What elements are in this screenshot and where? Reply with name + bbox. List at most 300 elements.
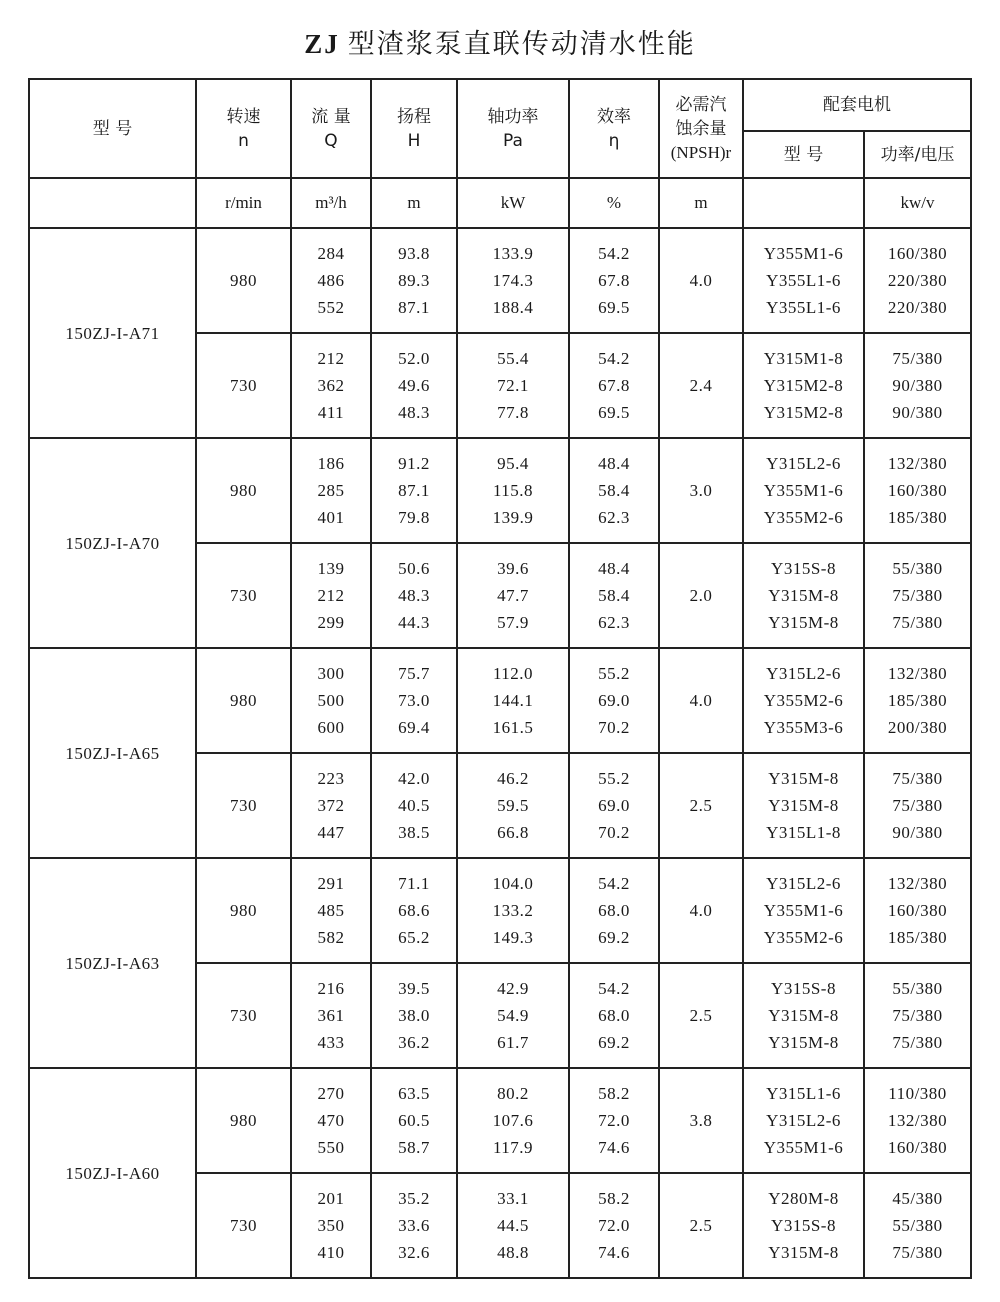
efficiency-cell-value: 54.2 xyxy=(598,874,630,893)
motor-model-cell-value: Y355M1-6 xyxy=(763,1138,844,1157)
header-efficiency-label: 效率 xyxy=(597,106,631,127)
motor-model-cell-value: Y355M3-6 xyxy=(763,718,844,737)
npsh-cell: 3.0 xyxy=(659,438,743,543)
shaft-power-cell-value: 80.2 xyxy=(497,1084,529,1103)
head-cell-value: 60.5 xyxy=(398,1111,430,1130)
motor-power-cell-value: 132/380 xyxy=(887,1111,948,1130)
efficiency-cell-value: 54.2 xyxy=(598,244,630,263)
head-cell xyxy=(371,1173,457,1278)
speed-cell: 980 xyxy=(196,1068,291,1173)
flow-cell xyxy=(291,438,371,543)
motor-model-cell xyxy=(743,963,864,1068)
head-cell-value: 49.6 xyxy=(398,376,430,395)
efficiency-cell-value: 69.0 xyxy=(598,796,630,815)
motor-power-cell-value: 160/380 xyxy=(887,244,948,263)
table-row xyxy=(29,438,971,543)
motor-power-cell-value: 55/380 xyxy=(892,979,943,998)
table-row xyxy=(29,228,971,333)
motor-model-cell-value: Y315L2-6 xyxy=(766,1111,841,1130)
motor-power-cell xyxy=(864,1068,971,1173)
header-efficiency xyxy=(569,79,659,178)
unit-motor-power: kw/v xyxy=(864,178,971,228)
motor-model-cell-value: Y355M2-6 xyxy=(763,928,844,947)
motor-model-cell xyxy=(743,648,864,753)
header-speed-label: 转速 xyxy=(226,106,261,127)
shaft-power-cell-value: 133.2 xyxy=(492,901,534,920)
head-cell-value: 58.7 xyxy=(398,1138,430,1157)
efficiency-cell-value: 58.2 xyxy=(598,1084,630,1103)
head-cell xyxy=(371,228,457,333)
flow-cell-value: 411 xyxy=(317,403,345,422)
head-cell-value: 35.2 xyxy=(398,1189,430,1208)
efficiency-cell xyxy=(569,333,659,438)
motor-model-cell-value: Y315S-8 xyxy=(771,979,836,998)
head-cell xyxy=(371,1068,457,1173)
npsh-cell: 2.4 xyxy=(659,333,743,438)
npsh-cell: 2.5 xyxy=(659,753,743,858)
npsh-cell: 3.8 xyxy=(659,1068,743,1173)
unit-speed: r/min xyxy=(196,178,291,228)
motor-power-cell-value: 75/380 xyxy=(892,586,943,605)
unit-efficiency: % xyxy=(569,178,659,228)
head-cell-value: 87.1 xyxy=(398,298,430,317)
efficiency-cell-value: 54.2 xyxy=(598,979,630,998)
unit-flow: m³/h xyxy=(291,178,371,228)
header-model: 型 号 xyxy=(29,79,196,178)
head-cell xyxy=(371,333,457,438)
efficiency-cell-value: 58.4 xyxy=(598,481,630,500)
efficiency-cell-value: 74.6 xyxy=(598,1138,630,1157)
efficiency-cell-value: 58.2 xyxy=(598,1189,630,1208)
model-name-cell: 150ZJ-I-A60 xyxy=(29,1068,196,1278)
flow-cell xyxy=(291,1068,371,1173)
shaft-power-cell xyxy=(457,1068,569,1173)
table-row xyxy=(29,858,971,963)
flow-cell-value: 285 xyxy=(317,481,345,500)
header-shaft-power xyxy=(457,79,569,178)
motor-power-cell xyxy=(864,438,971,543)
flow-cell-value: 212 xyxy=(317,349,345,368)
shaft-power-cell-value: 46.2 xyxy=(497,769,529,788)
motor-model-cell-value: Y315M1-8 xyxy=(763,349,844,368)
efficiency-cell-value: 67.8 xyxy=(598,376,630,395)
speed-cell: 980 xyxy=(196,858,291,963)
header-npsh xyxy=(659,79,743,178)
motor-power-cell-value: 45/380 xyxy=(892,1189,943,1208)
flow-cell-value: 582 xyxy=(317,928,345,947)
flow-cell-value: 500 xyxy=(317,691,345,710)
flow-cell-value: 470 xyxy=(317,1111,345,1130)
motor-model-cell-value: Y315L2-6 xyxy=(766,874,841,893)
motor-power-cell-value: 132/380 xyxy=(887,664,948,683)
motor-model-cell-value: Y315M2-8 xyxy=(763,376,844,395)
header-head xyxy=(371,79,457,178)
header-npsh-line1: 必需汽 xyxy=(675,94,727,115)
motor-power-cell-value: 75/380 xyxy=(892,1006,943,1025)
model-name-cell: 150ZJ-I-A65 xyxy=(29,648,196,858)
motor-power-cell-value: 75/380 xyxy=(892,769,943,788)
motor-power-cell-value: 75/380 xyxy=(892,613,943,632)
shaft-power-cell xyxy=(457,438,569,543)
motor-power-cell-value: 55/380 xyxy=(892,1216,943,1235)
flow-cell-value: 350 xyxy=(317,1216,345,1235)
efficiency-cell xyxy=(569,648,659,753)
motor-power-cell xyxy=(864,543,971,648)
motor-power-cell xyxy=(864,1173,971,1278)
efficiency-cell xyxy=(569,1173,659,1278)
flow-cell xyxy=(291,648,371,753)
flow-cell xyxy=(291,543,371,648)
unit-npsh: m xyxy=(659,178,743,228)
head-cell-value: 33.6 xyxy=(398,1216,430,1235)
motor-model-cell xyxy=(743,438,864,543)
flow-cell-value: 361 xyxy=(317,1006,345,1025)
head-cell-value: 65.2 xyxy=(398,928,430,947)
model-name-cell: 150ZJ-I-A71 xyxy=(29,228,196,438)
header-shaft-power-label: 轴功率 xyxy=(487,106,539,127)
head-cell-value: 32.6 xyxy=(398,1243,430,1262)
motor-power-cell-value: 75/380 xyxy=(892,349,943,368)
motor-power-cell-value: 90/380 xyxy=(892,823,943,842)
efficiency-cell-value: 70.2 xyxy=(598,823,630,842)
motor-model-cell-value: Y315M-8 xyxy=(768,1243,839,1262)
header-npsh-line3: (NPSH)r xyxy=(670,142,732,162)
npsh-cell: 2.5 xyxy=(659,963,743,1068)
title-prefix: ZJ xyxy=(304,29,340,59)
header-flow-symbol: Q xyxy=(324,130,338,151)
efficiency-cell-value: 58.4 xyxy=(598,586,630,605)
head-cell-value: 73.0 xyxy=(398,691,430,710)
shaft-power-cell-value: 139.9 xyxy=(492,508,534,527)
flow-cell-value: 284 xyxy=(317,244,345,263)
shaft-power-cell xyxy=(457,648,569,753)
motor-model-cell-value: Y355L1-6 xyxy=(766,298,841,317)
speed-cell: 980 xyxy=(196,228,291,333)
efficiency-cell-value: 72.0 xyxy=(598,1216,630,1235)
model-name-cell: 150ZJ-I-A63 xyxy=(29,858,196,1068)
shaft-power-cell-value: 54.9 xyxy=(497,1006,529,1025)
head-cell-value: 36.2 xyxy=(398,1033,430,1052)
shaft-power-cell-value: 104.0 xyxy=(492,874,534,893)
motor-model-cell-value: Y315M-8 xyxy=(768,796,839,815)
motor-power-cell-value: 90/380 xyxy=(892,376,943,395)
motor-model-cell-value: Y315M2-8 xyxy=(763,403,844,422)
motor-model-cell-value: Y315M-8 xyxy=(768,769,839,788)
motor-model-cell xyxy=(743,753,864,858)
header-head-label: 扬程 xyxy=(397,106,431,127)
shaft-power-cell xyxy=(457,858,569,963)
shaft-power-cell xyxy=(457,1173,569,1278)
head-cell-value: 48.3 xyxy=(398,403,430,422)
motor-power-cell-value: 160/380 xyxy=(887,481,948,500)
efficiency-cell-value: 67.8 xyxy=(598,271,630,290)
motor-power-cell-value: 55/380 xyxy=(892,559,943,578)
flow-cell-value: 362 xyxy=(317,376,345,395)
npsh-cell: 2.0 xyxy=(659,543,743,648)
shaft-power-cell-value: 144.1 xyxy=(492,691,534,710)
motor-model-cell-value: Y355M2-6 xyxy=(763,691,844,710)
efficiency-cell-value: 72.0 xyxy=(598,1111,630,1130)
motor-model-cell-value: Y315M-8 xyxy=(768,586,839,605)
motor-model-cell xyxy=(743,1068,864,1173)
flow-cell-value: 410 xyxy=(317,1243,345,1262)
motor-model-cell-value: Y355L1-6 xyxy=(766,271,841,290)
table-body xyxy=(29,178,971,1278)
flow-cell-value: 216 xyxy=(317,979,345,998)
flow-cell-value: 201 xyxy=(317,1189,345,1208)
shaft-power-cell-value: 42.9 xyxy=(497,979,529,998)
head-cell-value: 52.0 xyxy=(398,349,430,368)
motor-power-cell-value: 160/380 xyxy=(887,1138,948,1157)
efficiency-cell-value: 69.2 xyxy=(598,1033,630,1052)
motor-power-cell-value: 185/380 xyxy=(887,508,948,527)
shaft-power-cell-value: 55.4 xyxy=(497,349,529,368)
flow-cell xyxy=(291,1173,371,1278)
flow-cell xyxy=(291,858,371,963)
table-row xyxy=(29,1068,971,1173)
header-motor-model: 型 号 xyxy=(743,131,864,178)
header-speed xyxy=(196,79,291,178)
motor-power-cell-value: 220/380 xyxy=(887,271,948,290)
efficiency-cell-value: 55.2 xyxy=(598,664,630,683)
motor-power-cell-value: 110/380 xyxy=(888,1084,947,1103)
motor-model-cell-value: Y315S-8 xyxy=(771,1216,836,1235)
flow-cell xyxy=(291,333,371,438)
shaft-power-cell-value: 115.8 xyxy=(492,481,534,500)
motor-model-cell-value: Y315L1-6 xyxy=(766,1084,841,1103)
npsh-cell: 4.0 xyxy=(659,228,743,333)
motor-model-cell-value: Y315M-8 xyxy=(768,613,839,632)
head-cell-value: 48.3 xyxy=(398,586,430,605)
shaft-power-cell-value: 44.5 xyxy=(497,1216,529,1235)
flow-cell-value: 600 xyxy=(317,718,345,737)
motor-power-cell xyxy=(864,963,971,1068)
shaft-power-cell-value: 77.8 xyxy=(497,403,529,422)
motor-model-cell xyxy=(743,333,864,438)
motor-model-cell xyxy=(743,228,864,333)
model-name-cell: 150ZJ-I-A70 xyxy=(29,438,196,648)
flow-cell-value: 552 xyxy=(317,298,345,317)
efficiency-cell xyxy=(569,438,659,543)
efficiency-cell-value: 69.5 xyxy=(598,298,630,317)
shaft-power-cell-value: 59.5 xyxy=(497,796,529,815)
efficiency-cell-value: 48.4 xyxy=(598,559,630,578)
unit-head: m xyxy=(371,178,457,228)
flow-cell-value: 299 xyxy=(317,613,345,632)
shaft-power-cell-value: 95.4 xyxy=(497,454,529,473)
motor-model-cell-value: Y315S-8 xyxy=(771,559,836,578)
speed-cell: 730 xyxy=(196,543,291,648)
speed-cell: 730 xyxy=(196,1173,291,1278)
flow-cell-value: 270 xyxy=(317,1084,345,1103)
motor-power-cell xyxy=(864,753,971,858)
flow-cell xyxy=(291,228,371,333)
flow-cell-value: 186 xyxy=(317,454,345,473)
head-cell-value: 89.3 xyxy=(398,271,430,290)
motor-model-cell-value: Y355M2-6 xyxy=(763,508,844,527)
units-row xyxy=(29,178,971,228)
flow-cell-value: 291 xyxy=(317,874,345,893)
head-cell-value: 40.5 xyxy=(398,796,430,815)
unit-motor-model xyxy=(743,178,864,228)
speed-cell: 980 xyxy=(196,648,291,753)
header-motor-power: 功率/电压 xyxy=(864,131,971,178)
head-cell-value: 42.0 xyxy=(398,769,430,788)
speed-cell: 980 xyxy=(196,438,291,543)
head-cell xyxy=(371,543,457,648)
head-cell xyxy=(371,648,457,753)
head-cell-value: 39.5 xyxy=(398,979,430,998)
header-npsh-line2: 蚀余量 xyxy=(675,118,727,139)
efficiency-cell xyxy=(569,228,659,333)
npsh-cell: 2.5 xyxy=(659,1173,743,1278)
performance-table xyxy=(28,78,972,1279)
head-cell-value: 68.6 xyxy=(398,901,430,920)
efficiency-cell-value: 68.0 xyxy=(598,901,630,920)
flow-cell-value: 486 xyxy=(317,271,345,290)
flow-cell xyxy=(291,963,371,1068)
motor-power-cell-value: 185/380 xyxy=(887,928,948,947)
head-cell-value: 91.2 xyxy=(398,454,430,473)
unit-model xyxy=(29,178,196,228)
efficiency-cell xyxy=(569,963,659,1068)
motor-power-cell-value: 185/380 xyxy=(887,691,948,710)
shaft-power-cell xyxy=(457,333,569,438)
shaft-power-cell-value: 47.7 xyxy=(497,586,529,605)
shaft-power-cell-value: 39.6 xyxy=(497,559,529,578)
shaft-power-cell-value: 174.3 xyxy=(492,271,534,290)
motor-model-cell-value: Y280M-8 xyxy=(768,1189,839,1208)
motor-power-cell-value: 220/380 xyxy=(887,298,948,317)
motor-model-cell-value: Y355M1-6 xyxy=(763,244,844,263)
efficiency-cell xyxy=(569,753,659,858)
shaft-power-cell xyxy=(457,228,569,333)
header-head-symbol: H xyxy=(407,130,421,151)
efficiency-cell-value: 69.5 xyxy=(598,403,630,422)
shaft-power-cell xyxy=(457,753,569,858)
motor-power-cell xyxy=(864,333,971,438)
shaft-power-cell-value: 112.0 xyxy=(492,664,534,683)
npsh-cell: 4.0 xyxy=(659,858,743,963)
efficiency-cell-value: 68.0 xyxy=(598,1006,630,1025)
shaft-power-cell-value: 117.9 xyxy=(492,1138,534,1157)
speed-cell: 730 xyxy=(196,753,291,858)
table-row xyxy=(29,648,971,753)
head-cell-value: 38.0 xyxy=(398,1006,430,1025)
flow-cell-value: 447 xyxy=(317,823,345,842)
shaft-power-cell-value: 33.1 xyxy=(497,1189,529,1208)
shaft-power-cell-value: 66.8 xyxy=(497,823,529,842)
motor-model-cell xyxy=(743,543,864,648)
efficiency-cell xyxy=(569,543,659,648)
shaft-power-cell xyxy=(457,963,569,1068)
shaft-power-cell xyxy=(457,543,569,648)
flow-cell-value: 223 xyxy=(317,769,345,788)
motor-power-cell xyxy=(864,648,971,753)
motor-model-cell-value: Y315M-8 xyxy=(768,1006,839,1025)
efficiency-cell xyxy=(569,1068,659,1173)
speed-cell: 730 xyxy=(196,963,291,1068)
page-title xyxy=(0,22,1000,61)
head-cell-value: 38.5 xyxy=(398,823,430,842)
motor-model-cell-value: Y315M-8 xyxy=(768,1033,839,1052)
motor-power-cell xyxy=(864,228,971,333)
motor-model-cell-value: Y315L2-6 xyxy=(766,664,841,683)
head-cell-value: 44.3 xyxy=(398,613,430,632)
motor-power-cell-value: 75/380 xyxy=(892,796,943,815)
shaft-power-cell-value: 72.1 xyxy=(497,376,529,395)
motor-model-cell xyxy=(743,858,864,963)
flow-cell-value: 550 xyxy=(317,1138,345,1157)
shaft-power-cell-value: 57.9 xyxy=(497,613,529,632)
head-cell xyxy=(371,858,457,963)
flow-cell-value: 401 xyxy=(317,508,345,527)
flow-cell-value: 485 xyxy=(317,901,345,920)
header-motor: 配套电机 xyxy=(743,79,971,131)
head-cell-value: 69.4 xyxy=(398,718,430,737)
shaft-power-cell-value: 133.9 xyxy=(492,244,534,263)
title-text: 型渣浆泵直联传动清水性能 xyxy=(347,29,696,60)
motor-power-cell-value: 75/380 xyxy=(892,1033,943,1052)
head-cell-value: 75.7 xyxy=(398,664,430,683)
efficiency-cell-value: 55.2 xyxy=(598,769,630,788)
flow-cell-value: 212 xyxy=(317,586,345,605)
head-cell xyxy=(371,438,457,543)
head-cell-value: 93.8 xyxy=(398,244,430,263)
motor-power-cell-value: 132/380 xyxy=(887,454,948,473)
efficiency-cell xyxy=(569,858,659,963)
head-cell-value: 87.1 xyxy=(398,481,430,500)
motor-model-cell-value: Y315L1-8 xyxy=(766,823,841,842)
header-flow xyxy=(291,79,371,178)
head-cell xyxy=(371,963,457,1068)
header-flow-label: 流 量 xyxy=(311,106,351,127)
motor-model-cell xyxy=(743,1173,864,1278)
motor-power-cell-value: 160/380 xyxy=(887,901,948,920)
flow-cell xyxy=(291,753,371,858)
head-cell xyxy=(371,753,457,858)
header-efficiency-symbol: η xyxy=(608,130,620,151)
motor-model-cell-value: Y355M1-6 xyxy=(763,901,844,920)
efficiency-cell-value: 74.6 xyxy=(598,1243,630,1262)
efficiency-cell-value: 48.4 xyxy=(598,454,630,473)
motor-power-cell-value: 132/380 xyxy=(887,874,948,893)
head-cell-value: 71.1 xyxy=(398,874,430,893)
shaft-power-cell-value: 188.4 xyxy=(492,298,534,317)
shaft-power-cell-value: 107.6 xyxy=(492,1111,534,1130)
header-shaft-power-symbol: Pa xyxy=(503,130,523,151)
motor-power-cell-value: 75/380 xyxy=(892,1243,943,1262)
shaft-power-cell-value: 48.8 xyxy=(497,1243,529,1262)
flow-cell-value: 300 xyxy=(317,664,345,683)
motor-power-cell-value: 200/380 xyxy=(887,718,948,737)
npsh-cell: 4.0 xyxy=(659,648,743,753)
efficiency-cell-value: 62.3 xyxy=(598,613,630,632)
head-cell-value: 50.6 xyxy=(398,559,430,578)
efficiency-cell-value: 54.2 xyxy=(598,349,630,368)
efficiency-cell-value: 70.2 xyxy=(598,718,630,737)
head-cell-value: 79.8 xyxy=(398,508,430,527)
flow-cell-value: 139 xyxy=(317,559,345,578)
header-speed-symbol: n xyxy=(238,130,249,151)
motor-model-cell-value: Y355M1-6 xyxy=(763,481,844,500)
motor-power-cell-value: 90/380 xyxy=(892,403,943,422)
flow-cell-value: 372 xyxy=(317,796,345,815)
shaft-power-cell-value: 149.3 xyxy=(492,928,534,947)
shaft-power-cell-value: 161.5 xyxy=(492,718,534,737)
motor-power-cell xyxy=(864,858,971,963)
efficiency-cell-value: 62.3 xyxy=(598,508,630,527)
